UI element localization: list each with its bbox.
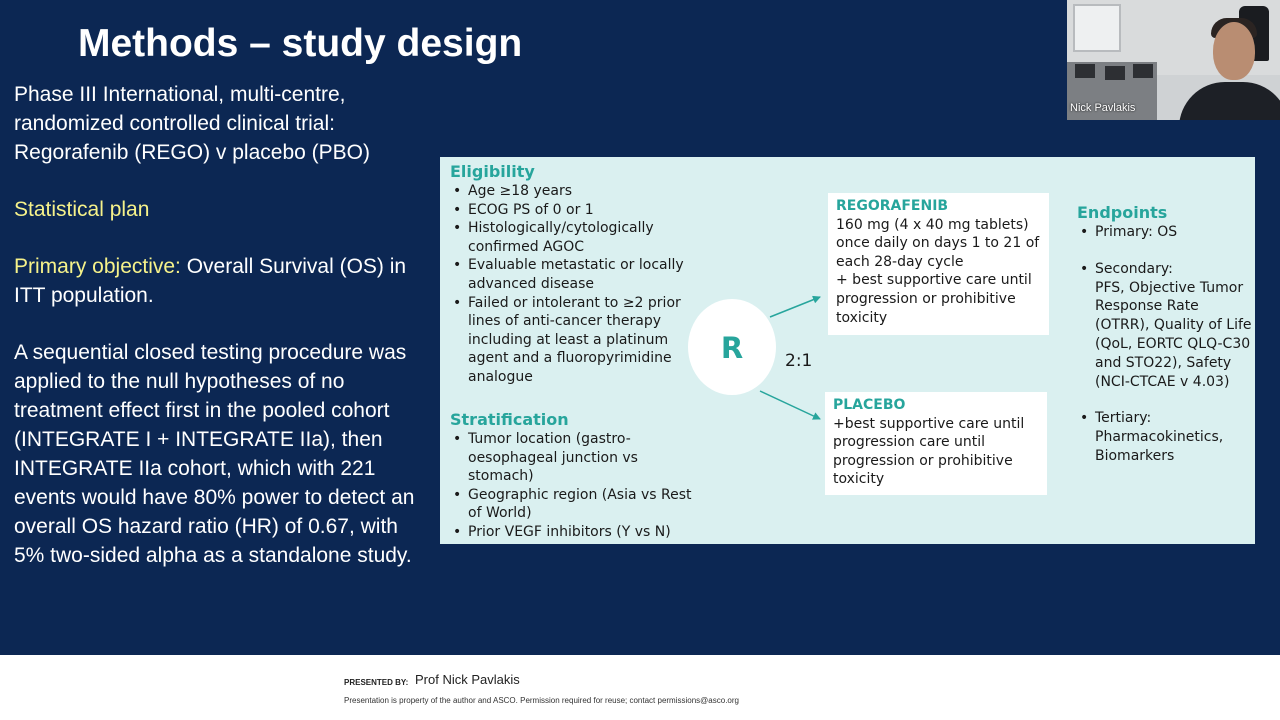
endpoints-list: [1077, 223, 1255, 466]
endpoint-secondary-text: PFS, Objective Tumor Response Rate (OTRR), Quality of Life (QoL, EORTC QLQ-C30 and STO22), Safety (NCI-CTCAE v 4.03): [1095, 279, 1252, 390]
endpoint-secondary-label: • Secondary:: [1077, 260, 1255, 279]
webcam-person-head: [1213, 22, 1255, 80]
arrow-to-placebo: [760, 391, 820, 419]
methods-text: [14, 80, 419, 570]
testing-procedure: A sequential closed testing procedure was applied to the null hypotheses of no treatment effect first in the pooled cohort (INTEGRATE I + INTEGRATE IIa), then INTEGRATE IIa cohort, which with 221 events would have 80% power to detect an overall OS hazard ratio (HR) of 0.67, with 5% two-sided alpha as a standalone study.: [14, 341, 415, 567]
presented-by-label: PRESENTED BY:: [344, 678, 409, 687]
primary-objective: [14, 252, 419, 310]
arrow-to-regorafenib: [770, 297, 820, 317]
eligibility-item: • Evaluable metastatic or locally advanced disease: [450, 256, 705, 293]
webcam-monitor: [1105, 66, 1125, 80]
placebo-arm: [825, 392, 1047, 495]
copyright-notice: Presentation is property of the author and ASCO. Permission required for reuse; contact permissions@asco.org: [344, 696, 739, 705]
randomization-ratio: 2:1: [785, 351, 813, 371]
eligibility-item: • Age ≥18 years: [450, 182, 705, 201]
stratification-item: • Tumor location (gastro-oesophageal junction vs stomach): [450, 430, 705, 486]
stratification-item: • Geographic region (Asia vs Rest of World): [450, 486, 705, 523]
stratification-item: • Prior VEGF inhibitors (Y vs N): [450, 523, 705, 542]
trial-intro: Phase III International, multi-centre, randomized controlled clinical trial: Regorafenib (REGO) v placebo (PBO): [14, 83, 370, 164]
regorafenib-arm: [828, 193, 1049, 335]
eligibility-heading: Eligibility: [450, 162, 535, 181]
statistical-plan-heading: Statistical plan: [14, 198, 150, 221]
eligibility-item: • Histologically/cytologically confirmed AGOC: [450, 219, 705, 256]
placebo-care: +best supportive care until progression care until progression or prohibitive toxicity: [833, 415, 1025, 488]
slide-title: Methods – study design: [78, 22, 523, 65]
placebo-title: PLACEBO: [833, 397, 906, 413]
primary-objective-text: Overall Survival (OS) in ITT population.: [14, 255, 407, 307]
webcam-feed: [1067, 0, 1280, 120]
endpoint-tertiary-label: • Tertiary:: [1077, 409, 1255, 428]
stratification-heading: Stratification: [450, 410, 569, 429]
randomization-letter: R: [720, 331, 744, 365]
eligibility-item: • Failed or intolerant to ≥2 prior lines of anti-cancer therapy including at least a platinum agent and a fluoropyrimidine analogue: [450, 294, 705, 387]
randomization-circle: [688, 299, 776, 395]
webcam-person-body: [1179, 82, 1280, 120]
webcam-name-label: Nick Pavlakis: [1070, 102, 1136, 114]
regorafenib-title: REGORAFENIB: [836, 198, 949, 214]
webcam-monitor: [1075, 64, 1095, 78]
endpoint-tertiary-text: Pharmacokinetics, Biomarkers: [1095, 429, 1224, 464]
endpoints-heading: Endpoints: [1077, 203, 1168, 222]
presenter-name: Prof Nick Pavlakis: [415, 672, 520, 687]
study-design-diagram: [440, 157, 1255, 544]
webcam-window: [1073, 4, 1121, 52]
regorafenib-care: + best supportive care until progression or prohibitive toxicity: [836, 272, 1032, 326]
primary-objective-label: Primary objective:: [14, 255, 181, 278]
eligibility-item: • ECOG PS of 0 or 1: [450, 201, 705, 220]
endpoint-primary: • Primary: OS: [1077, 223, 1255, 242]
footer: [0, 655, 1280, 720]
regorafenib-dose: 160 mg (4 x 40 mg tablets) once daily on days 1 to 21 of each 28-day cycle: [836, 216, 1040, 270]
webcam-monitor: [1133, 64, 1153, 78]
